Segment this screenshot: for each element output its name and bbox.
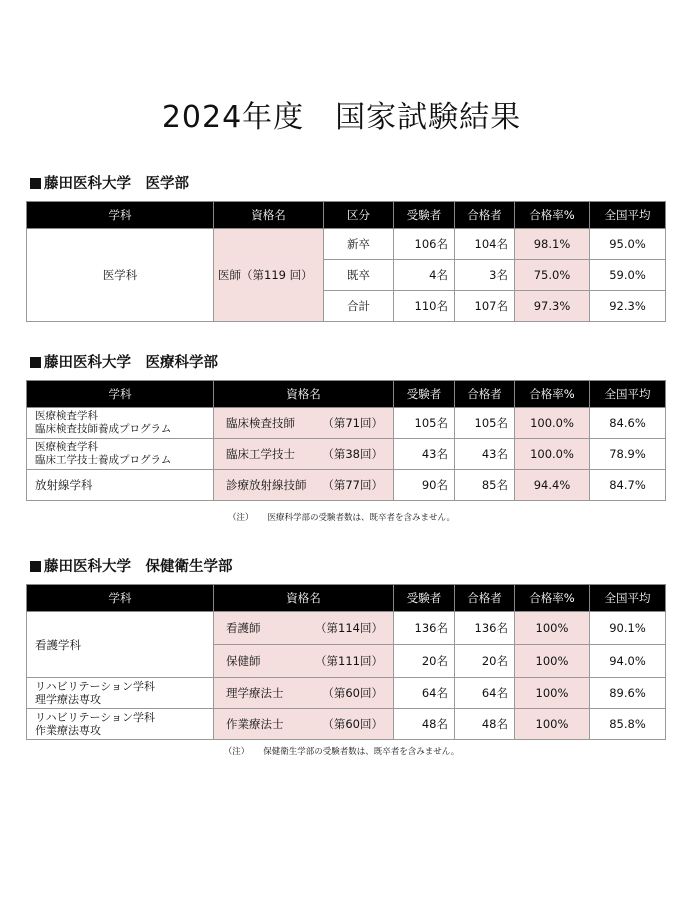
dept-cell xyxy=(27,678,214,709)
table-header-row xyxy=(27,585,666,612)
dept-cell xyxy=(27,439,214,470)
qualification-cell xyxy=(214,709,394,740)
passed-cell: 105名 xyxy=(455,408,515,439)
pass-rate-cell: 97.3% xyxy=(515,291,590,322)
note-mark: （注） xyxy=(227,513,254,523)
exam-round: （第71回） xyxy=(322,416,383,430)
medical-science-footnote xyxy=(0,511,683,523)
qualification-cell xyxy=(214,678,394,709)
pass-rate-cell: 100% xyxy=(515,612,590,645)
col-header: 合格率% xyxy=(515,381,590,408)
col-header: 学科 xyxy=(27,585,214,612)
col-header: 合格者 xyxy=(455,381,515,408)
section-title-health-science xyxy=(30,555,233,576)
exam-round: （第77回） xyxy=(322,478,383,492)
examinees-cell: 4名 xyxy=(394,260,455,291)
table-row xyxy=(27,470,666,501)
passed-cell: 64名 xyxy=(455,678,515,709)
medical-science-results-table xyxy=(26,380,666,501)
table-row xyxy=(27,678,666,709)
pass-rate-cell: 75.0% xyxy=(515,260,590,291)
qualification-name: 看護師 xyxy=(226,621,261,635)
passed-cell: 85名 xyxy=(455,470,515,501)
table-row xyxy=(27,408,666,439)
exam-round: （第114回） xyxy=(315,621,383,635)
square-bullet-icon xyxy=(30,561,41,572)
examinees-cell: 64名 xyxy=(394,678,455,709)
table-row xyxy=(27,439,666,470)
dept-name: リハビリテーション学科 xyxy=(35,711,156,724)
dept-program: 臨床検査技師養成プログラム xyxy=(35,423,172,435)
national-average-cell: 95.0% xyxy=(590,229,666,260)
dept-cell: 放射線学科 xyxy=(27,470,214,501)
pass-rate-cell: 100% xyxy=(515,709,590,740)
qualification-cell xyxy=(214,408,394,439)
col-header: 受験者 xyxy=(394,202,455,229)
national-average-cell: 59.0% xyxy=(590,260,666,291)
qualification-name: 臨床工学技士 xyxy=(226,447,295,461)
col-header: 全国平均 xyxy=(590,585,666,612)
dept-program: 作業療法専攻 xyxy=(35,724,101,737)
note-text: 医療科学部の受験者数は、既卒者を含みません。 xyxy=(267,513,456,523)
national-average-cell: 78.9% xyxy=(590,439,666,470)
examinees-cell: 43名 xyxy=(394,439,455,470)
dept-name: 医療検査学科 xyxy=(35,441,98,453)
pass-rate-cell: 100% xyxy=(515,678,590,709)
col-header: 合格者 xyxy=(455,202,515,229)
col-header: 合格率% xyxy=(515,585,590,612)
dept-name: リハビリテーション学科 xyxy=(35,680,156,693)
col-header: 全国平均 xyxy=(590,381,666,408)
examinees-cell: 105名 xyxy=(394,408,455,439)
passed-cell: 104名 xyxy=(455,229,515,260)
col-header: 資格名 xyxy=(214,381,394,408)
table-header-row xyxy=(27,381,666,408)
section-title-medicine xyxy=(30,172,189,193)
exam-round: （第60回） xyxy=(322,717,383,731)
section-title-text: 藤田医科大学 医療科学部 xyxy=(44,355,218,371)
exam-round: （第60回） xyxy=(322,686,383,700)
medicine-results-table xyxy=(26,201,666,322)
table-header-row xyxy=(27,202,666,229)
national-average-cell: 84.6% xyxy=(590,408,666,439)
dept-cell xyxy=(27,709,214,740)
passed-cell: 3名 xyxy=(455,260,515,291)
note-text: 保健衛生学部の受験者数は、既卒者を含みません。 xyxy=(263,747,460,757)
dept-program: 臨床工学技士養成プログラム xyxy=(35,454,172,466)
col-header: 学科 xyxy=(27,381,214,408)
examinees-cell: 48名 xyxy=(394,709,455,740)
col-header: 資格名 xyxy=(214,202,324,229)
national-average-cell: 92.3% xyxy=(590,291,666,322)
pass-rate-cell: 98.1% xyxy=(515,229,590,260)
qualification-name: 臨床検査技師 xyxy=(226,416,295,430)
qualification-cell xyxy=(214,645,394,678)
examinees-cell: 106名 xyxy=(394,229,455,260)
dept-program: 理学療法専攻 xyxy=(35,693,101,706)
qualification-name: 診療放射線技師 xyxy=(226,478,307,492)
passed-cell: 136名 xyxy=(455,612,515,645)
kubun-cell: 既卒 xyxy=(324,260,394,291)
square-bullet-icon xyxy=(30,357,41,368)
table-row xyxy=(27,612,666,645)
table-row xyxy=(27,709,666,740)
national-average-cell: 85.8% xyxy=(590,709,666,740)
pass-rate-cell: 94.4% xyxy=(515,470,590,501)
qualification-cell xyxy=(214,612,394,645)
col-header: 受験者 xyxy=(394,585,455,612)
kubun-cell: 合計 xyxy=(324,291,394,322)
qualification-cell xyxy=(214,470,394,501)
national-average-cell: 94.0% xyxy=(590,645,666,678)
passed-cell: 107名 xyxy=(455,291,515,322)
note-mark: （注） xyxy=(223,747,250,757)
section-title-text: 藤田医科大学 保健衛生学部 xyxy=(44,559,233,575)
passed-cell: 43名 xyxy=(455,439,515,470)
col-header: 合格率% xyxy=(515,202,590,229)
examinees-cell: 136名 xyxy=(394,612,455,645)
pass-rate-cell: 100% xyxy=(515,645,590,678)
passed-cell: 20名 xyxy=(455,645,515,678)
qualification-cell xyxy=(214,439,394,470)
col-header: 全国平均 xyxy=(590,202,666,229)
passed-cell: 48名 xyxy=(455,709,515,740)
examinees-cell: 20名 xyxy=(394,645,455,678)
col-header: 受験者 xyxy=(394,381,455,408)
col-header: 資格名 xyxy=(214,585,394,612)
national-average-cell: 89.6% xyxy=(590,678,666,709)
qualification-name: 作業療法士 xyxy=(226,717,284,731)
examinees-cell: 90名 xyxy=(394,470,455,501)
table-row xyxy=(27,229,666,260)
col-header: 区分 xyxy=(324,202,394,229)
dept-cell xyxy=(27,408,214,439)
dept-name: 医療検査学科 xyxy=(35,410,98,422)
health-science-footnote xyxy=(0,745,683,757)
col-header: 合格者 xyxy=(455,585,515,612)
pass-rate-cell: 100.0% xyxy=(515,439,590,470)
kubun-cell: 新卒 xyxy=(324,229,394,260)
national-average-cell: 84.7% xyxy=(590,470,666,501)
square-bullet-icon xyxy=(30,178,41,189)
section-title-text: 藤田医科大学 医学部 xyxy=(44,176,189,192)
qualification-name: 保健師 xyxy=(226,654,261,668)
qualification-cell: 医師（第119 回） xyxy=(214,229,324,322)
examinees-cell: 110名 xyxy=(394,291,455,322)
exam-round: （第38回） xyxy=(322,447,383,461)
col-header: 学科 xyxy=(27,202,214,229)
dept-cell: 看護学科 xyxy=(27,612,214,678)
dept-cell: 医学科 xyxy=(27,229,214,322)
health-science-results-table xyxy=(26,584,666,740)
exam-round: （第111回） xyxy=(315,654,383,668)
national-average-cell: 90.1% xyxy=(590,612,666,645)
pass-rate-cell: 100.0% xyxy=(515,408,590,439)
qualification-name: 理学療法士 xyxy=(226,686,284,700)
page-title: 2024年度 国家試験結果 xyxy=(161,100,522,135)
section-title-medical-science xyxy=(30,351,218,372)
